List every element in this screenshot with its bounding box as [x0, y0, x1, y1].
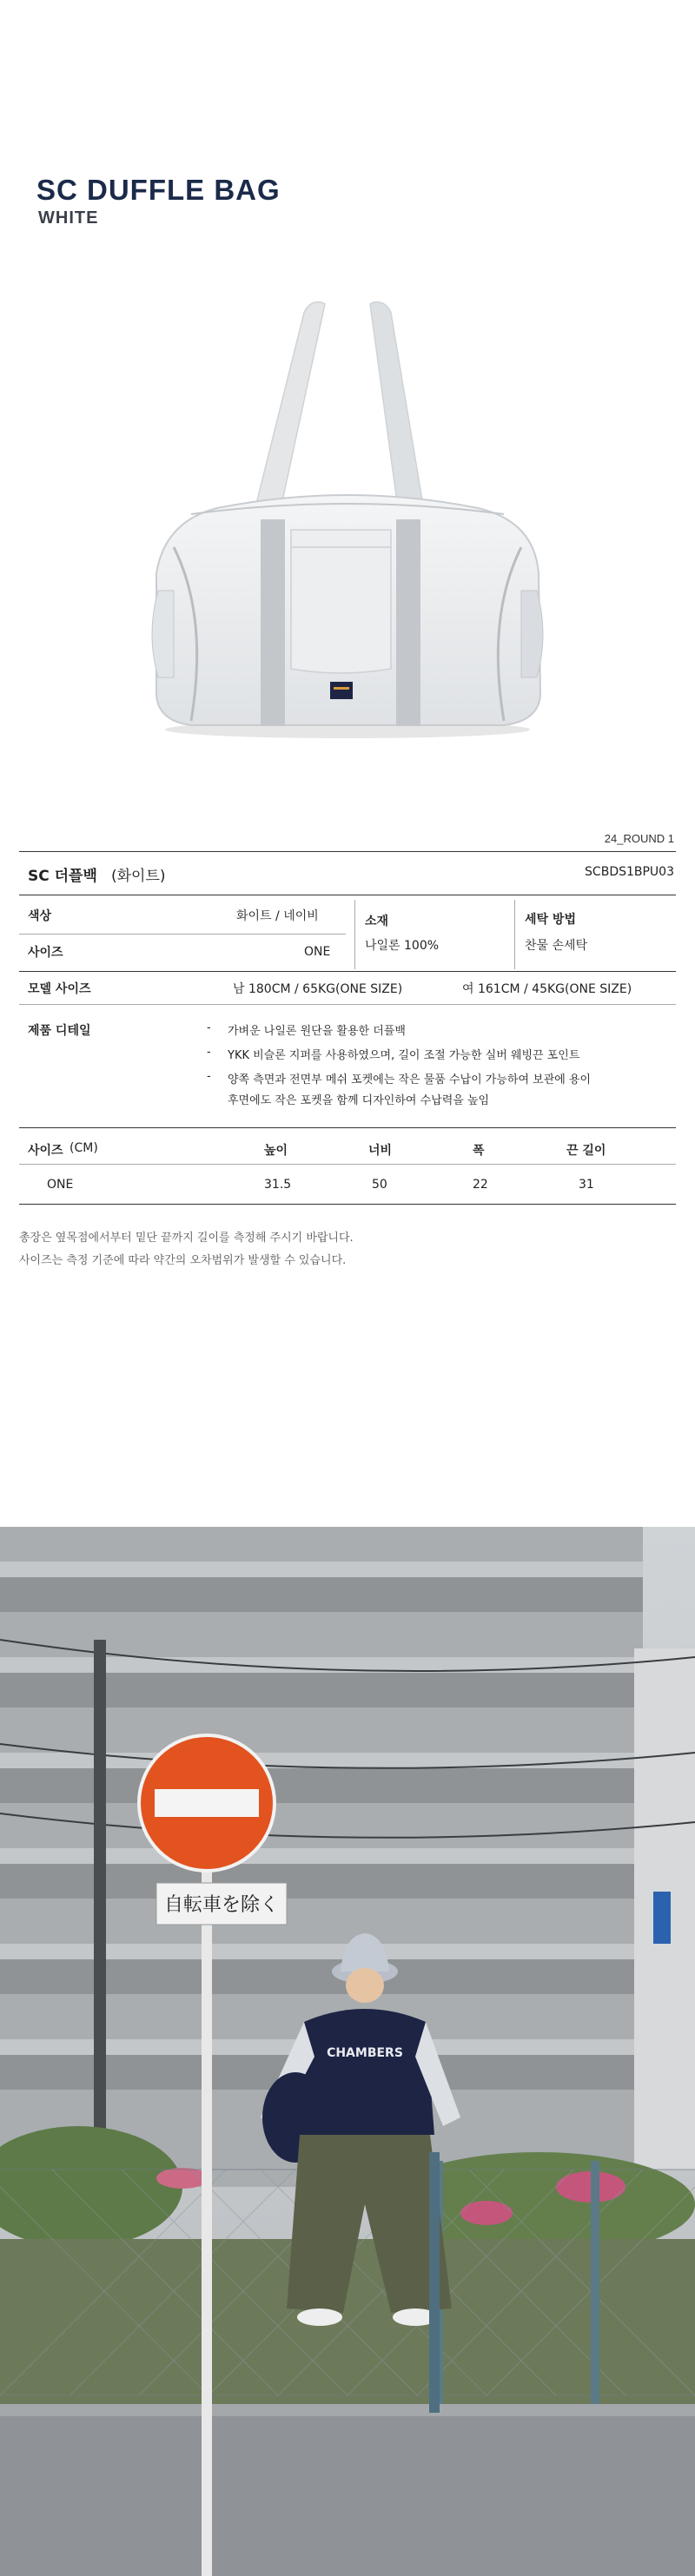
- row-rule: [19, 1004, 676, 1005]
- tolerance-note: 사이즈는 측정 기준에 따라 약간의 오차범위가 발생할 수 있습니다.: [19, 1254, 347, 1267]
- round-label: 24_ROUND 1: [604, 832, 674, 845]
- size-cell: 31: [579, 1178, 594, 1192]
- size-cell: 50: [372, 1178, 387, 1192]
- size-label: 사이즈: [28, 946, 63, 960]
- table-rule: [19, 971, 676, 972]
- detail-bullet: -: [207, 1070, 211, 1083]
- product-image: [139, 287, 556, 756]
- color-value: 화이트 / 네이비: [236, 909, 319, 923]
- table-top-rule: [19, 851, 676, 852]
- product-subtitle: WHITE: [38, 208, 99, 228]
- size-col-strap: 끈 길이: [566, 1144, 606, 1158]
- color-label: 색상: [28, 909, 52, 923]
- detail-item: YKK 비슬론 지퍼를 사용하였으며, 길이 조절 가능한 실버 웨빙끈 포인트: [228, 1049, 580, 1062]
- detail-bullet: -: [207, 1021, 211, 1034]
- product-title: SC DUFFLE BAG: [36, 174, 281, 206]
- table-bottom-rule: [19, 1204, 676, 1205]
- size-row-name: ONE: [47, 1178, 74, 1192]
- product-name-suffix: (화이트): [111, 868, 166, 885]
- material-value: 나일론 100%: [365, 939, 440, 953]
- detail-item: 양쪽 측면과 전면부 메쉬 포켓에는 작은 물품 수납이 가능하여 보관에 용이: [228, 1073, 592, 1087]
- model-size-female: 여 161CM / 45KG(ONE SIZE): [462, 982, 632, 996]
- size-cell: 31.5: [264, 1178, 292, 1192]
- product-code: SCBDS1BPU03: [585, 865, 674, 879]
- detail-item: 가벼운 나일론 원단을 활용한 더플백: [228, 1025, 406, 1038]
- size-table-label: 사이즈: [28, 1144, 63, 1158]
- model-size-label: 모델 사이즈: [28, 982, 91, 996]
- lifestyle-photo: [0, 1527, 695, 2576]
- material-label: 소재: [365, 915, 389, 928]
- size-value: ONE: [304, 945, 331, 959]
- row-rule: [19, 1164, 676, 1165]
- detail-item: 후면에도 작은 포켓을 함께 디자인하여 수납력을 높임: [228, 1094, 490, 1107]
- size-cell: 22: [473, 1178, 488, 1192]
- product-name: SC 더플백: [28, 868, 97, 885]
- measure-note: 총장은 옆목점에서부터 밑단 끝까지 길이를 측정해 주시기 바랍니다.: [19, 1232, 354, 1245]
- detail-bullet: -: [207, 1046, 211, 1059]
- size-table-unit: (CM): [70, 1141, 98, 1155]
- wash-label: 세탁 방법: [525, 913, 576, 927]
- shirt-text: CHAMBERS: [327, 2046, 403, 2060]
- detail-label: 제품 디테일: [28, 1024, 91, 1038]
- model-size-male: 남 180CM / 65KG(ONE SIZE): [233, 982, 403, 996]
- size-col-depth: 폭: [473, 1144, 485, 1158]
- sign-text: 自転車を除く: [163, 1894, 280, 1916]
- row-rule: [19, 934, 346, 935]
- column-divider: [354, 900, 355, 969]
- wash-value: 찬물 손세탁: [525, 939, 588, 953]
- size-col-width: 너비: [368, 1144, 393, 1158]
- table-rule: [19, 1127, 676, 1128]
- size-col-height: 높이: [264, 1144, 288, 1158]
- column-divider: [514, 900, 515, 969]
